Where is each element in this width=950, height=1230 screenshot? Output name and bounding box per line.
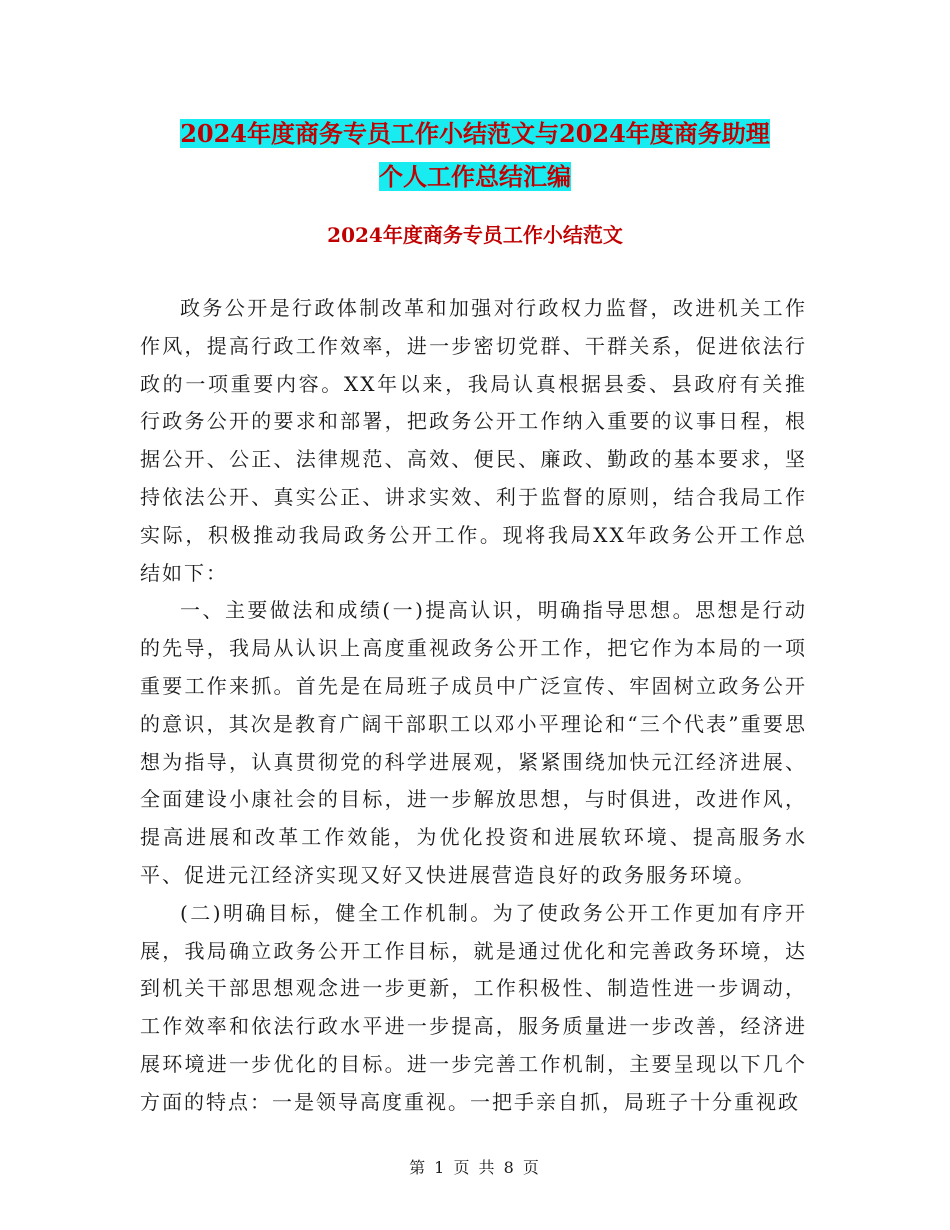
paragraph-2: 一、主要做法和成绩(一)提高认识，明确指导思想。思想是行动的先导，我局从认识上高度重视政务公开工作，把它作为本局的一项重要工作来抓。首先是在局班子成员中广泛宣传、牢固树立政务公开的意识，其次是教育广阔干部职工以邓小平理论和“三个代表”重要思想为指导，认真贯彻党的科学进展观，紧紧围绕加快元江经济进展、全面建设小康社会的目标，进一步解放思想，与时俱进，改进作风，提高进展和改革工作效能，为优化投资和进展软环境、提高服务水平、促进元江经济实现又好又快进展营造良好的政务服务环境。: [140, 598, 807, 887]
section-title: 2024年度商务专员工作小结范文: [327, 223, 623, 247]
paragraph-1: 政务公开是行政体制改革和加强对行政权力监督，改进机关工作作风，提高行政工作效率，进一步密切党群、干群关系，促进依法行政的一项重要内容。XX年以来，我局认真根据县委、县政府有关推行政务公开的要求和部署，把政务公开工作纳入重要的议事日程，根据公开、公正、法律规范、高效、便民、廉政、勤政的基本要求，坚持依法公开、真实公正、讲求实效、利于监督的原则，结合我局工作实际，积极推动我局政务公开工作。现将我局XX年政务公开工作总结如下：: [140, 296, 807, 585]
body-text: [140, 290, 807, 1122]
paragraph-3: (二)明确目标，健全工作机制。为了使政务公开工作更加有序开展，我局确立政务公开工作目标，就是通过优化和完善政务环境，达到机关干部思想观念进一步更新，工作积极性、制造性进一步调动，工作效率和依法行政水平进一步提高，服务质量进一步改善，经济进展环境进一步优化的目标。进一步完善工作机制，主要呈现以下几个方面的特点：一是领导高度重视。一把手亲自抓，局班子十分重视政: [140, 900, 807, 1114]
title-line-1: 2024年度商务专员工作小结范文与2024年度商务助理: [180, 119, 770, 148]
page-footer: [0, 1155, 950, 1178]
page-number: 第 1 页 共 8 页: [409, 1158, 541, 1177]
title-line-2: 个人工作总结汇编: [379, 162, 571, 191]
document-title: [150, 112, 800, 198]
